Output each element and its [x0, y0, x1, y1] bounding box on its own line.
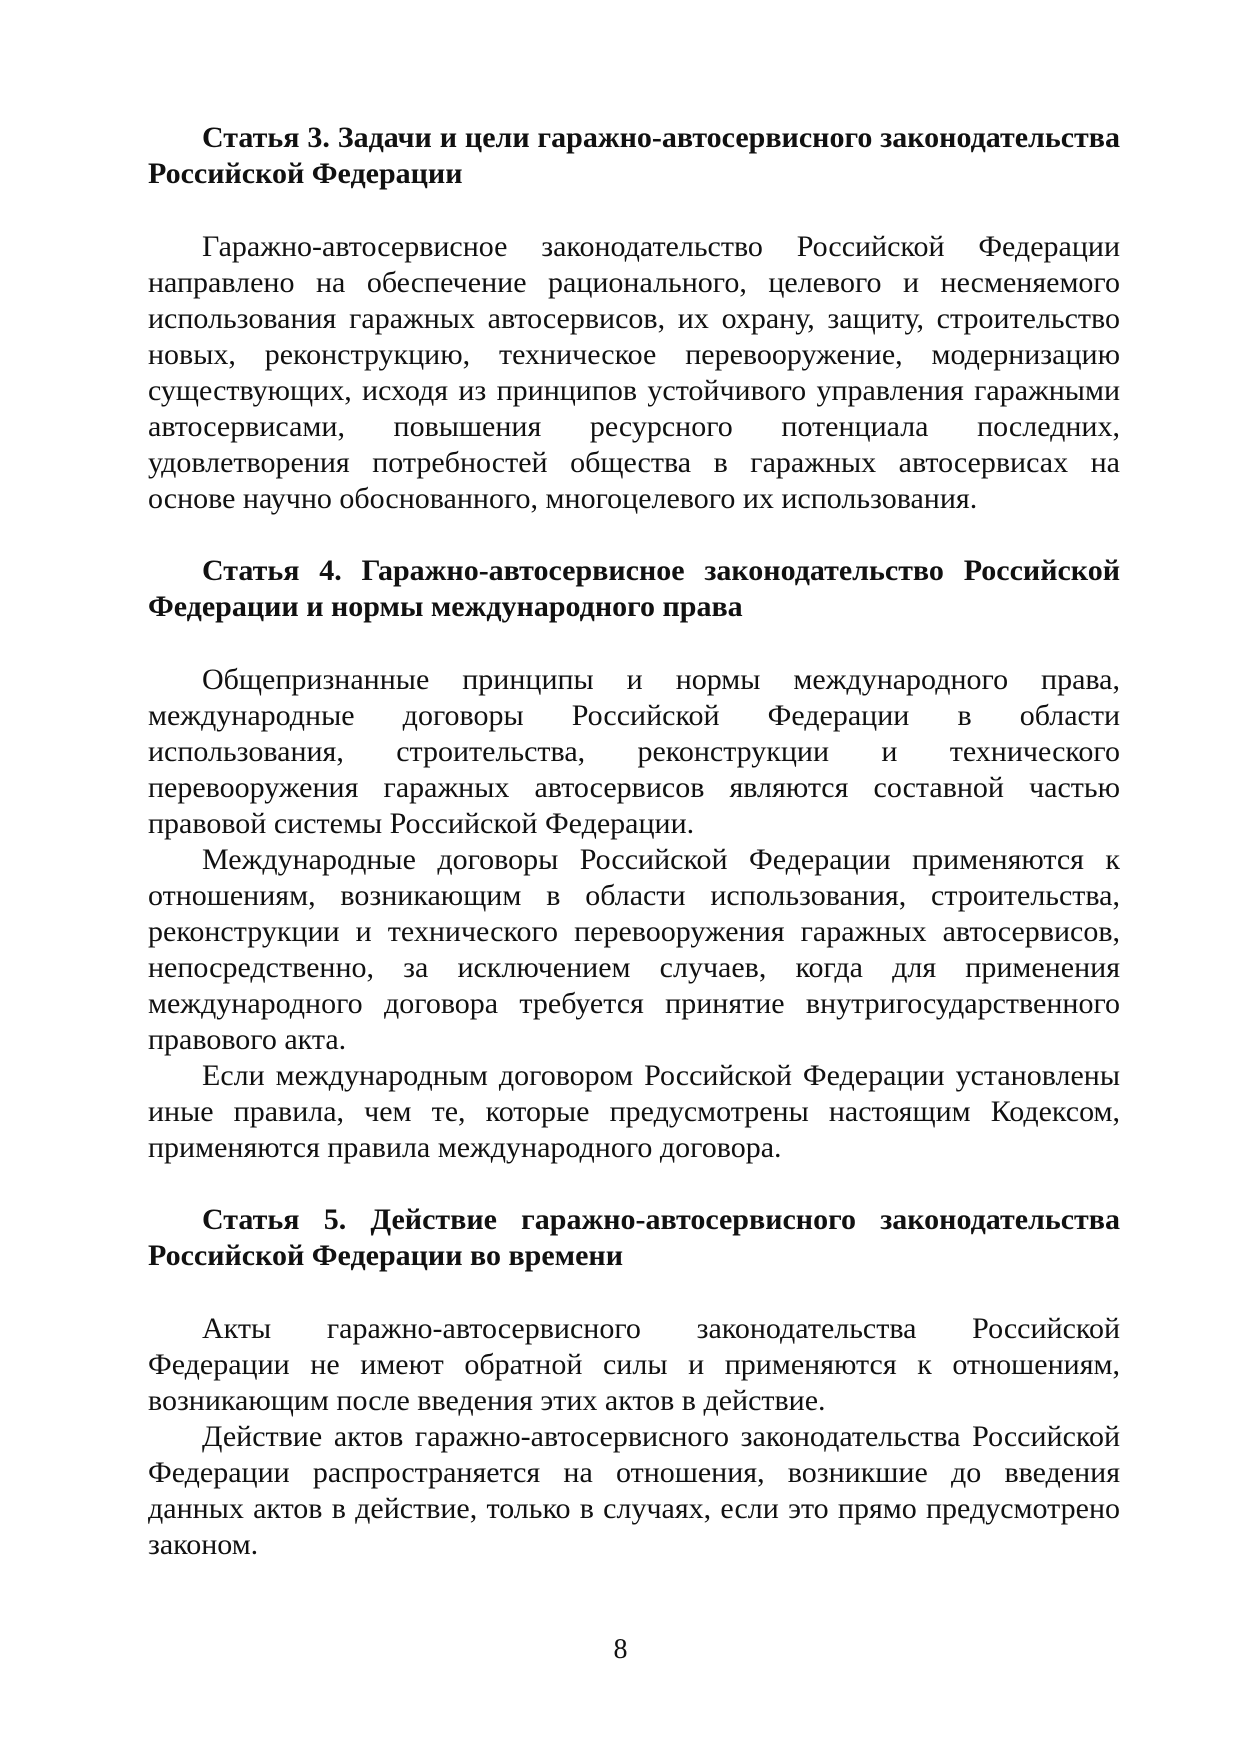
article-paragraph: Международные договоры Российской Федерации применяются к отношениям, возникающим в области использования, строительства, реконструкции и технического перевооружения гаражных автосервисов, непосредственно, за исключением случаев, когда для применения международного договора требуется принятие внутригосударственного правового акта.: [148, 843, 1120, 1056]
article-title: Статья 4. Гаражно-автосервисное законодательство Российской Федерации и нормы международного права: [148, 554, 1120, 623]
article-title: Статья 5. Действие гаражно-автосервисного законодательства Российской Федерации во времени: [148, 1203, 1120, 1272]
article-title: Статья 3. Задачи и цели гаражно-автосервисного законодательства Российской Федерации: [148, 121, 1120, 190]
article-4: [148, 553, 1120, 1166]
article-paragraph: Действие актов гаражно-автосервисного законодательства Российской Федерации распространяется на отношения, возникшие до введения данных актов в действие, только в случаях, если это прямо предусмотрено законом.: [148, 1420, 1120, 1561]
article-5: [148, 1202, 1120, 1563]
article-paragraph: Общепризнанные принципы и нормы международного права, международные договоры Российской Федерации в области использования, строительства, реконструкции и технического перевооружения гаражных автосервисов являются составной частью правовой системы Российской Федерации.: [148, 663, 1120, 840]
page-number: 8: [613, 1634, 628, 1665]
article-paragraph: Если международным договором Российской Федерации установлены иные правила, чем те, которые предусмотрены настоящим Кодексом, применяются правила международного договора.: [148, 1059, 1120, 1164]
document-body: [148, 120, 1120, 1563]
article-3: [148, 120, 1120, 517]
article-paragraph: Гаражно-автосервисное законодательство Российской Федерации направлено на обеспечение рационального, целевого и несменяемого использования гаражных автосервисов, их охрану, защиту, строительство новых, реконструкцию, техническое перевооружение, модернизацию существующих, исходя из принципов устойчивого управления гаражными автосервисами, повышения ресурсного потенциала последних, удовлетворения потребностей общества в гаражных автосервисах на основе научно обоснованного, многоцелевого их использования.: [148, 230, 1120, 515]
article-paragraph: Акты гаражно-автосервисного законодательства Российской Федерации не имеют обратной силы и применяются к отношениям, возникающим после введения этих актов в действие.: [148, 1312, 1120, 1417]
